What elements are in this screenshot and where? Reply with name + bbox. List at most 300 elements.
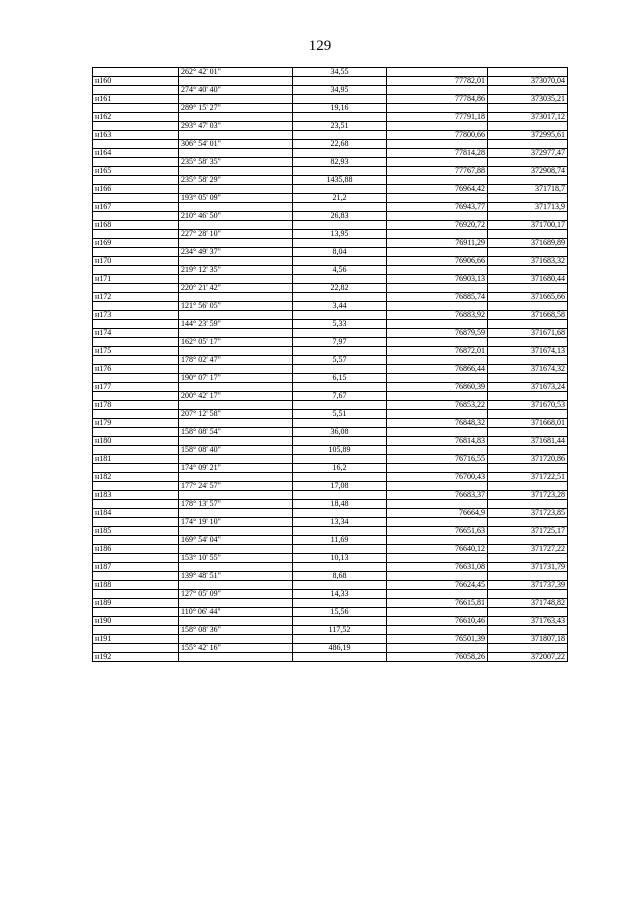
empty-cell [179,383,293,392]
x-coordinate-cell: 76906,66 [387,257,488,266]
empty-cell [293,401,387,410]
point-row [93,527,568,536]
empty-cell [488,374,568,383]
empty-cell [93,626,179,635]
empty-cell [488,392,568,401]
direction-angle-cell: 219° 12' 35" [179,266,293,275]
point-row [93,167,568,176]
x-coordinate-cell: 76879,59 [387,329,488,338]
point-name-cell: н180 [93,437,179,446]
y-coordinate-cell: 371683,32 [488,257,568,266]
empty-cell [293,419,387,428]
direction-angle-cell: 190° 07' 17" [179,374,293,383]
segment-row [93,266,568,275]
direction-angle-cell: 174° 19' 10" [179,518,293,527]
empty-cell [293,185,387,194]
x-coordinate-cell: 76058,26 [387,653,488,662]
y-coordinate-cell: 371727,22 [488,545,568,554]
x-coordinate-cell: 77791,18 [387,113,488,122]
point-row [93,437,568,446]
coordinates-table-body [93,68,568,662]
empty-cell [179,131,293,140]
y-coordinate-cell: 371668,01 [488,419,568,428]
direction-angle-cell: 289° 15' 27" [179,104,293,113]
point-name-cell: н177 [93,383,179,392]
segment-row [93,554,568,563]
empty-cell [293,95,387,104]
coordinates-table [92,67,568,662]
empty-cell [293,437,387,446]
empty-cell [293,239,387,248]
y-coordinate-cell: 371674,13 [488,347,568,356]
point-row [93,473,568,482]
point-name-cell: н174 [93,329,179,338]
segment-row [93,608,568,617]
empty-cell [179,311,293,320]
direction-angle-cell: 155° 42' 16" [179,644,293,653]
point-row [93,365,568,374]
point-row [93,329,568,338]
empty-cell [293,113,387,122]
point-name-cell: н171 [93,275,179,284]
empty-cell [387,68,488,77]
distance-cell: 6,15 [293,374,387,383]
empty-cell [488,176,568,185]
empty-cell [387,374,488,383]
x-coordinate-cell: 76624,45 [387,581,488,590]
empty-cell [93,608,179,617]
y-coordinate-cell: 371723,85 [488,509,568,518]
x-coordinate-cell: 76631,08 [387,563,488,572]
segment-row [93,104,568,113]
distance-cell: 14,33 [293,590,387,599]
point-name-cell: н172 [93,293,179,302]
x-coordinate-cell: 76664,9 [387,509,488,518]
point-name-cell: н186 [93,545,179,554]
point-name-cell: н160 [93,77,179,86]
y-coordinate-cell: 371673,24 [488,383,568,392]
distance-cell: 8,68 [293,572,387,581]
distance-cell: 5,57 [293,356,387,365]
y-coordinate-cell: 372908,74 [488,167,568,176]
empty-cell [179,113,293,122]
point-row [93,617,568,626]
x-coordinate-cell: 76911,29 [387,239,488,248]
x-coordinate-cell: 77767,88 [387,167,488,176]
point-row [93,239,568,248]
point-name-cell: н191 [93,635,179,644]
point-row [93,599,568,608]
empty-cell [179,95,293,104]
empty-cell [179,185,293,194]
x-coordinate-cell: 77782,01 [387,77,488,86]
x-coordinate-cell: 76853,22 [387,401,488,410]
empty-cell [293,131,387,140]
segment-row [93,248,568,257]
segment-row [93,428,568,437]
segment-row [93,572,568,581]
segment-row [93,338,568,347]
point-name-cell: н167 [93,203,179,212]
y-coordinate-cell: 372977,47 [488,149,568,158]
x-coordinate-cell: 76866,44 [387,365,488,374]
segment-row [93,482,568,491]
empty-cell [387,446,488,455]
empty-cell [93,194,179,203]
empty-cell [488,626,568,635]
empty-cell [488,302,568,311]
empty-cell [387,176,488,185]
point-row [93,311,568,320]
segment-row [93,356,568,365]
empty-cell [93,86,179,95]
segment-row [93,536,568,545]
direction-angle-cell: 235° 58' 35" [179,158,293,167]
empty-cell [387,356,488,365]
empty-cell [179,545,293,554]
x-coordinate-cell: 76964,42 [387,185,488,194]
empty-cell [179,455,293,464]
point-row [93,419,568,428]
x-coordinate-cell: 76651,63 [387,527,488,536]
direction-angle-cell: 162° 05' 17" [179,338,293,347]
y-coordinate-cell: 371722,51 [488,473,568,482]
point-name-cell: н182 [93,473,179,482]
distance-cell: 16,2 [293,464,387,473]
empty-cell [387,500,488,509]
empty-cell [93,284,179,293]
segment-row [93,500,568,509]
empty-cell [93,140,179,149]
segment-row [93,644,568,653]
empty-cell [293,203,387,212]
empty-cell [179,365,293,374]
empty-cell [93,104,179,113]
empty-cell [179,473,293,482]
empty-cell [93,428,179,437]
direction-angle-cell: 127° 05' 09" [179,590,293,599]
empty-cell [93,230,179,239]
empty-cell [179,167,293,176]
point-name-cell: н187 [93,563,179,572]
x-coordinate-cell: 76716,55 [387,455,488,464]
x-coordinate-cell: 76848,32 [387,419,488,428]
empty-cell [93,356,179,365]
empty-cell [488,608,568,617]
segment-row [93,176,568,185]
segment-row [93,590,568,599]
y-coordinate-cell: 371763,43 [488,617,568,626]
empty-cell [93,518,179,527]
direction-angle-cell: 227° 28' 10" [179,230,293,239]
point-row [93,347,568,356]
direction-angle-cell: 178° 02' 47" [179,356,293,365]
empty-cell [179,275,293,284]
empty-cell [93,392,179,401]
empty-cell [488,536,568,545]
empty-cell [93,266,179,275]
segment-row [93,212,568,221]
empty-cell [293,455,387,464]
direction-angle-cell: 220° 21' 42" [179,284,293,293]
segment-row [93,86,568,95]
point-name-cell: н164 [93,149,179,158]
empty-cell [387,608,488,617]
point-name-cell: н183 [93,491,179,500]
empty-cell [387,410,488,419]
y-coordinate-cell: 371731,79 [488,563,568,572]
empty-cell [293,509,387,518]
x-coordinate-cell: 76872,01 [387,347,488,356]
y-coordinate-cell: 371718,7 [488,185,568,194]
distance-cell: 5,51 [293,410,387,419]
empty-cell [488,428,568,437]
x-coordinate-cell: 76610,46 [387,617,488,626]
empty-cell [93,536,179,545]
empty-cell [179,635,293,644]
segment-row [93,230,568,239]
empty-cell [179,437,293,446]
empty-cell [179,419,293,428]
point-row [93,455,568,464]
point-row [93,95,568,104]
direction-angle-cell: 174° 09' 21" [179,464,293,473]
segment-row [93,158,568,167]
empty-cell [293,383,387,392]
x-coordinate-cell: 76814,83 [387,437,488,446]
point-name-cell: н185 [93,527,179,536]
point-name-cell: н188 [93,581,179,590]
empty-cell [488,68,568,77]
empty-cell [293,545,387,554]
y-coordinate-cell: 371674,32 [488,365,568,374]
direction-angle-cell: 121° 56' 05" [179,302,293,311]
point-name-cell: н165 [93,167,179,176]
segment-row [93,446,568,455]
empty-cell [93,590,179,599]
empty-cell [293,653,387,662]
point-row [93,221,568,230]
direction-angle-cell: 193° 05' 09" [179,194,293,203]
direction-angle-cell: 234° 49' 37" [179,248,293,257]
direction-angle-cell: 207° 12' 58" [179,410,293,419]
direction-angle-cell: 110° 06' 44" [179,608,293,617]
point-name-cell: н161 [93,95,179,104]
direction-angle-cell: 177° 24' 57" [179,482,293,491]
empty-cell [179,149,293,158]
empty-cell [179,329,293,338]
point-row [93,545,568,554]
empty-cell [488,644,568,653]
empty-cell [179,203,293,212]
empty-cell [387,428,488,437]
distance-cell: 4,56 [293,266,387,275]
segment-row [93,122,568,131]
page-number: 129 [308,38,332,54]
x-coordinate-cell: 77784,86 [387,95,488,104]
point-name-cell: н162 [93,113,179,122]
segment-row [93,410,568,419]
empty-cell [179,347,293,356]
empty-cell [488,518,568,527]
x-coordinate-cell: 76683,37 [387,491,488,500]
direction-angle-cell: 139° 48' 51" [179,572,293,581]
empty-cell [179,653,293,662]
point-name-cell: н178 [93,401,179,410]
x-coordinate-cell: 76860,39 [387,383,488,392]
y-coordinate-cell: 371689,89 [488,239,568,248]
distance-cell: 7,67 [293,392,387,401]
empty-cell [293,599,387,608]
empty-cell [387,644,488,653]
x-coordinate-cell: 77814,28 [387,149,488,158]
empty-cell [387,302,488,311]
empty-cell [488,104,568,113]
distance-cell: 22,68 [293,140,387,149]
direction-angle-cell: 153° 10' 55" [179,554,293,563]
y-coordinate-cell: 371668,58 [488,311,568,320]
point-row [93,185,568,194]
segment-row [93,284,568,293]
empty-cell [387,284,488,293]
empty-cell [387,464,488,473]
distance-cell: 19,16 [293,104,387,113]
y-coordinate-cell: 371670,53 [488,401,568,410]
direction-angle-cell: 169° 54' 04" [179,536,293,545]
empty-cell [387,212,488,221]
y-coordinate-cell: 371671,68 [488,329,568,338]
x-coordinate-cell: 77800,66 [387,131,488,140]
empty-cell [293,149,387,158]
empty-cell [488,482,568,491]
empty-cell [488,464,568,473]
empty-cell [488,500,568,509]
distance-cell: 36,08 [293,428,387,437]
distance-cell: 3,44 [293,302,387,311]
distance-cell: 34,55 [293,68,387,77]
distance-cell: 486,19 [293,644,387,653]
point-name-cell: н166 [93,185,179,194]
distance-cell: 17,08 [293,482,387,491]
empty-cell [293,491,387,500]
point-row [93,113,568,122]
direction-angle-cell: 158° 08' 36" [179,626,293,635]
distance-cell: 22,82 [293,284,387,293]
empty-cell [293,293,387,302]
empty-cell [488,158,568,167]
empty-cell [179,401,293,410]
empty-cell [179,509,293,518]
x-coordinate-cell: 76903,13 [387,275,488,284]
point-row [93,293,568,302]
empty-cell [179,599,293,608]
empty-cell [293,365,387,374]
empty-cell [93,500,179,509]
segment-row [93,68,568,77]
point-name-cell: н173 [93,311,179,320]
x-coordinate-cell: 76943,77 [387,203,488,212]
empty-cell [387,554,488,563]
empty-cell [387,194,488,203]
point-row [93,491,568,500]
empty-cell [387,122,488,131]
empty-cell [387,86,488,95]
point-name-cell: н170 [93,257,179,266]
distance-cell: 23,51 [293,122,387,131]
empty-cell [93,122,179,131]
empty-cell [93,248,179,257]
empty-cell [93,320,179,329]
empty-cell [488,320,568,329]
empty-cell [488,554,568,563]
direction-angle-cell: 158° 08' 40" [179,446,293,455]
empty-cell [387,572,488,581]
y-coordinate-cell: 373070,04 [488,77,568,86]
empty-cell [179,257,293,266]
empty-cell [387,230,488,239]
point-row [93,131,568,140]
empty-cell [179,293,293,302]
distance-cell: 34,95 [293,86,387,95]
point-row [93,383,568,392]
x-coordinate-cell: 76700,43 [387,473,488,482]
distance-cell: 15,56 [293,608,387,617]
empty-cell [387,338,488,347]
x-coordinate-cell: 76640,12 [387,545,488,554]
empty-cell [179,221,293,230]
y-coordinate-cell: 373017,12 [488,113,568,122]
empty-cell [293,311,387,320]
distance-cell: 26,83 [293,212,387,221]
point-name-cell: н190 [93,617,179,626]
empty-cell [93,482,179,491]
point-name-cell: н169 [93,239,179,248]
empty-cell [387,140,488,149]
empty-cell [293,635,387,644]
empty-cell [387,392,488,401]
empty-cell [488,140,568,149]
y-coordinate-cell: 371720,86 [488,455,568,464]
y-coordinate-cell: 371737,39 [488,581,568,590]
empty-cell [93,338,179,347]
empty-cell [93,302,179,311]
empty-cell [293,563,387,572]
empty-cell [293,473,387,482]
empty-cell [293,77,387,86]
empty-cell [93,572,179,581]
segment-row [93,518,568,527]
point-row [93,509,568,518]
point-row [93,257,568,266]
empty-cell [387,248,488,257]
point-row [93,275,568,284]
empty-cell [179,527,293,536]
empty-cell [488,356,568,365]
empty-cell [387,482,488,491]
empty-cell [179,77,293,86]
distance-cell: 82,93 [293,158,387,167]
y-coordinate-cell: 371680,44 [488,275,568,284]
y-coordinate-cell: 371681,44 [488,437,568,446]
empty-cell [293,617,387,626]
distance-cell: 105,89 [293,446,387,455]
empty-cell [293,257,387,266]
empty-cell [293,347,387,356]
empty-cell [293,581,387,590]
distance-cell: 5,33 [293,320,387,329]
y-coordinate-cell: 371723,28 [488,491,568,500]
empty-cell [387,158,488,167]
